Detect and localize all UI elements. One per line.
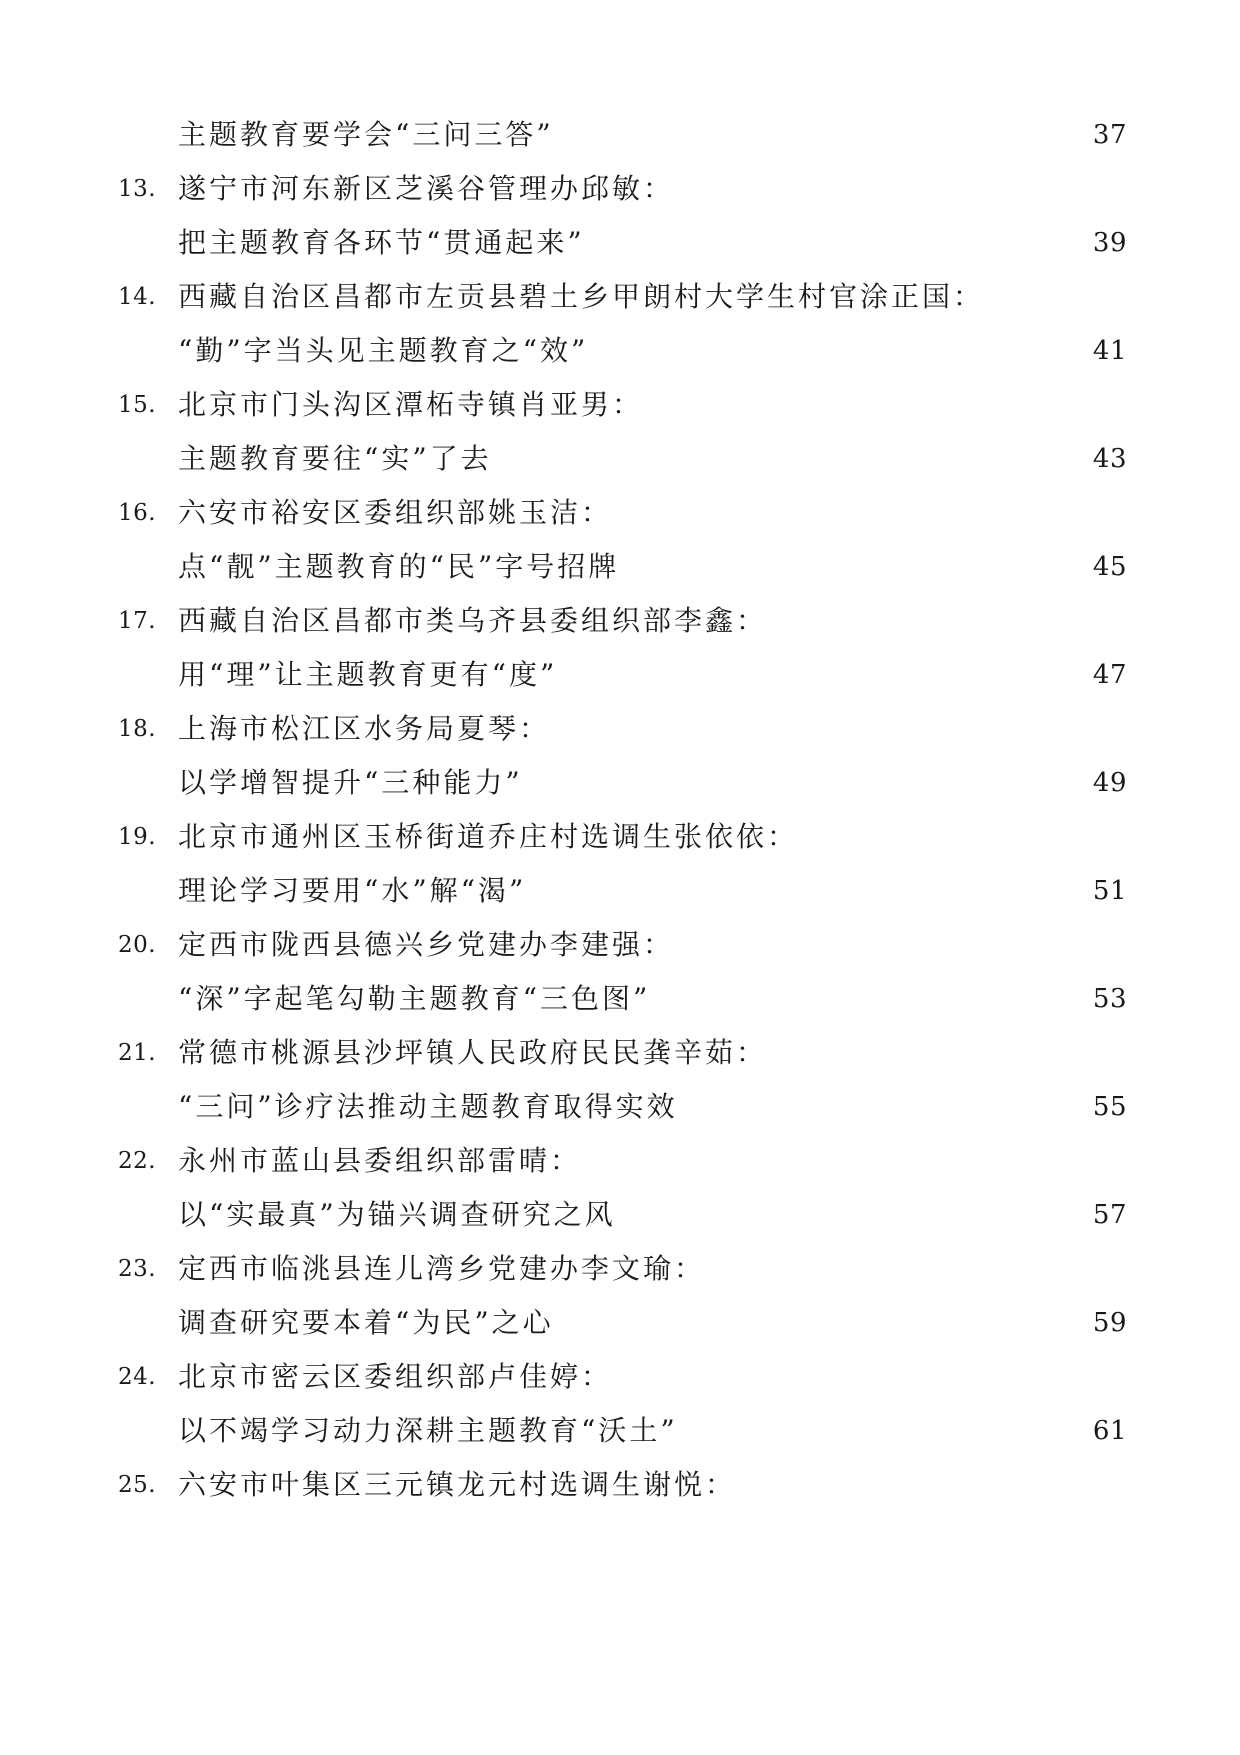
toc-entry-author: 北京市通州区玉桥街道乔庄村选调生张依依： [178,820,799,853]
toc-author-line [0,1458,1240,1512]
toc-entry-number: 22. [118,1148,157,1174]
toc-author-line [0,1350,1240,1404]
toc-author-line [0,918,1240,972]
toc-title-line [0,1404,1240,1458]
toc-entry [0,1458,1240,1566]
toc-page-number: 37 [1092,120,1127,150]
toc-entry-author: 遂宁市河东新区芝溪谷管理办邱敏： [178,172,675,205]
toc-title-line [0,216,1240,270]
toc-entry-title: 点“靓”主题教育的“民”字号招牌 [178,550,620,583]
toc-entry-number: 24. [118,1364,157,1390]
toc-author-line [0,378,1240,432]
toc-entry-title: “深”字起笔勾勒主题教育“三色图” [178,982,651,1015]
toc-author-line [0,1026,1240,1080]
toc-title-line [0,324,1240,378]
toc-title-line [0,432,1240,486]
toc-entry [0,378,1240,486]
toc-entry-title: 把主题教育各环节“贯通起来” [178,226,585,259]
toc-page-number: 39 [1092,228,1127,258]
toc-entry-number: 14. [118,284,157,310]
toc-entry [0,1134,1240,1242]
toc-entry-author: 定西市临洮县连儿湾乡党建办李文瑜： [178,1252,706,1285]
toc-entry-number: 20. [118,932,157,958]
toc-author-line [0,1242,1240,1296]
toc-entry-author: 上海市松江区水务局夏琴： [178,712,551,745]
toc-entry-author: 常德市桃源县沙坪镇人民政府民民龚辛茹： [178,1036,768,1069]
toc-entry-title: 主题教育要往“实”了去 [178,442,492,475]
toc-page-number: 53 [1092,984,1127,1014]
toc-entry [0,486,1240,594]
toc-page-number: 61 [1092,1416,1127,1446]
toc-entry-author: 北京市门头沟区潭柘寺镇肖亚男： [178,388,644,421]
toc-entry [0,810,1240,918]
toc-page-number: 51 [1092,876,1127,906]
toc-author-line [0,1134,1240,1188]
toc-entry-title: 调查研究要本着“为民”之心 [178,1306,554,1339]
toc-entry-number: 23. [118,1256,157,1282]
toc-entry-title: 以学增智提升“三种能力” [178,766,523,799]
toc-entry [0,162,1240,270]
toc-title-line [0,540,1240,594]
toc-lead-line [0,108,1240,162]
toc-author-line [0,162,1240,216]
toc-page-number: 59 [1092,1308,1127,1338]
toc-entry-author: 六安市叶集区三元镇龙元村选调生谢悦： [178,1468,737,1501]
toc-entry [0,1026,1240,1134]
toc-author-line [0,486,1240,540]
toc-title-line [0,1296,1240,1350]
toc-entry-number: 25. [118,1472,157,1498]
toc-entry-author: 定西市陇西县德兴乡党建办李建强： [178,928,675,961]
toc-entry [0,594,1240,702]
toc-author-line [0,702,1240,756]
toc-title-line [0,756,1240,810]
toc-page-number: 41 [1092,336,1127,366]
toc-page-number: 45 [1092,552,1127,582]
toc-entry [0,702,1240,810]
toc-author-line [0,594,1240,648]
toc-entry [0,918,1240,1026]
toc-entry-author: 永州市蓝山县委组织部雷晴： [178,1144,582,1177]
toc-entry-title: 用“理”让主题教育更有“度” [178,658,558,691]
toc-author-line [0,810,1240,864]
toc-entry-title: 主题教育要学会“三问三答” [178,118,554,151]
toc-entry-title: “三问”诊疗法推动主题教育取得实效 [178,1090,678,1123]
toc-entry-title: 以“实最真”为锚兴调查研究之风 [178,1198,616,1231]
toc-page-number: 49 [1092,768,1127,798]
toc-title-line [0,1188,1240,1242]
toc-page-number: 57 [1092,1200,1127,1230]
toc-entry-number: 16. [118,500,157,526]
toc-page-number: 47 [1092,660,1127,690]
toc-title-line [0,972,1240,1026]
toc-entry-number: 18. [118,716,157,742]
toc-entry-title: 理论学习要用“水”解“渴” [178,874,527,907]
toc-entry-number: 13. [118,176,157,202]
toc-entry-number: 17. [118,608,157,634]
toc-entry [0,1350,1240,1458]
toc-page-number: 55 [1092,1092,1127,1122]
toc-entry-author: 六安市裕安区委组织部姚玉洁： [178,496,613,529]
toc-entry-author: 北京市密云区委组织部卢佳婷： [178,1360,613,1393]
toc-entry-title: “勤”字当头见主题教育之“效” [178,334,589,367]
toc-entry-number: 21. [118,1040,157,1066]
toc-author-line [0,270,1240,324]
toc-title-line [0,648,1240,702]
toc-title-line [0,864,1240,918]
toc-entry-author: 西藏自治区昌都市左贡县碧土乡甲朗村大学生村官涂正国： [178,280,985,313]
toc-entry-title: 以不竭学习动力深耕主题教育“沃土” [178,1414,678,1447]
toc-page-number: 43 [1092,444,1127,474]
toc-entry-author: 西藏自治区昌都市类乌齐县委组织部李鑫： [178,604,768,637]
toc-entry [0,1242,1240,1350]
toc-title-line [0,1080,1240,1134]
toc-entry-number: 19. [118,824,157,850]
toc-entry [0,270,1240,378]
toc-entry-number: 15. [118,392,157,418]
